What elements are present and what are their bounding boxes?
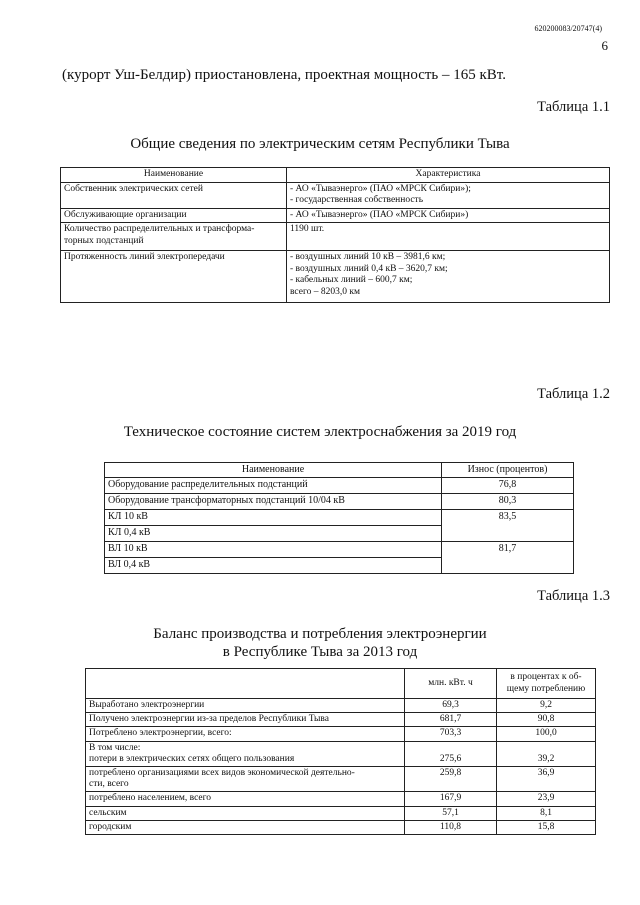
table-row <box>86 792 596 806</box>
row-name-cell: КЛ 0,4 кВ <box>105 526 442 542</box>
value-mln-kwh: 275,6 <box>405 741 497 766</box>
row-value-cell: 80,3 <box>442 494 574 510</box>
value-mln-kwh: 57,1 <box>405 806 497 820</box>
table-row <box>105 510 574 526</box>
cell-text: Обслуживающие организации <box>64 209 187 220</box>
intro-paragraph: (курорт Уш-Белдир) приостановлена, проектная мощность – 165 кВт. <box>62 67 506 83</box>
table-row <box>61 223 610 251</box>
cell-text: В том числе: <box>89 742 141 753</box>
value-mln-kwh: 703,3 <box>405 727 497 741</box>
energy-balance-table <box>85 668 596 835</box>
cell-text: потери в электрических сетях общего пользования <box>89 753 295 764</box>
cell-text: - кабельных линий – 600,7 км; <box>290 275 413 285</box>
row-name-cell <box>86 820 405 834</box>
row-name-cell: Оборудование распределительных подстанций <box>105 478 442 494</box>
column-header: Наименование <box>105 463 442 478</box>
row-name-cell <box>86 767 405 792</box>
row-name-cell <box>86 741 405 766</box>
row-name-cell <box>61 251 287 303</box>
cell-text: сти, всего <box>89 779 129 790</box>
table-row <box>105 494 574 510</box>
column-header: Износ (процентов) <box>442 463 574 478</box>
table-row <box>86 806 596 820</box>
value-percent: 23,9 <box>497 792 596 806</box>
column-header: Характеристика <box>287 168 610 183</box>
row-name-cell <box>61 223 287 251</box>
table-row <box>86 727 596 741</box>
table-row <box>61 182 610 208</box>
table-row <box>86 741 596 766</box>
table-header-row <box>61 168 610 183</box>
row-name-cell <box>86 713 405 727</box>
table3-title-line1: Баланс производства и потребления электроэнергии <box>153 626 487 642</box>
table1-title: Общие сведения по электрическим сетям Республики Тыва <box>130 136 510 152</box>
cell-text: Получено электроэнергии из-за пределов Республики Тыва <box>89 714 329 725</box>
table-row <box>86 699 596 713</box>
row-name-cell <box>86 806 405 820</box>
value-percent: 9,2 <box>497 699 596 713</box>
cell-text: - АО «Тываэнерго» (ПАО «МРСК Сибири»); <box>290 183 471 194</box>
cell-text: - воздушных линий 0,4 кВ – 3620,7 км; <box>290 263 448 274</box>
table2-label: Таблица 1.2 <box>537 386 610 402</box>
table3-title-line2: в Республике Тыва за 2013 год <box>222 644 418 660</box>
row-name-cell <box>86 699 405 713</box>
cell-text: сельским <box>89 807 127 818</box>
row-name-cell: Оборудование трансформаторных подстанций 10/04 кВ <box>105 494 442 510</box>
value-percent: 39,2 <box>497 741 596 766</box>
value-percent: 8,1 <box>497 806 596 820</box>
table2-title: Техническое состояние систем электроснабжения за 2019 год <box>123 424 517 440</box>
value-mln-kwh: 259,8 <box>405 767 497 792</box>
cell-text: городским <box>89 821 132 832</box>
cell-text: потреблено населением, всего <box>89 793 212 804</box>
row-value-cell: 83,5 <box>442 510 574 542</box>
cell-text: Количество распределительных и трансформа- <box>64 224 255 234</box>
row-value-cell <box>287 223 610 251</box>
cell-text: торных подстанций <box>64 235 144 246</box>
row-name-cell: КЛ 10 кВ <box>105 510 442 526</box>
table-header-row <box>105 463 574 478</box>
table-row <box>86 713 596 727</box>
value-percent: 90,8 <box>497 713 596 727</box>
value-mln-kwh: 69,3 <box>405 699 497 713</box>
row-value-cell <box>287 208 610 223</box>
column-header: млн. кВт. ч <box>405 669 497 699</box>
cell-text: - воздушных линий 10 кВ – 3981,6 км; <box>290 252 446 262</box>
row-value-cell <box>287 182 610 208</box>
row-name-cell <box>86 727 405 741</box>
cell-text: всего – 8203,0 км <box>290 286 361 297</box>
column-header <box>86 669 405 699</box>
cell-text: Выработано электроэнергии <box>89 700 205 710</box>
column-header: Наименование <box>61 168 287 183</box>
cell-text: Собственник электрических сетей <box>64 183 203 194</box>
value-mln-kwh: 167,9 <box>405 792 497 806</box>
table-row <box>61 208 610 223</box>
table3-title <box>0 625 640 661</box>
table3-label: Таблица 1.3 <box>537 588 610 604</box>
table-header-row <box>86 669 596 699</box>
cell-text: потреблено организациями всех видов экономической деятельно- <box>89 768 355 779</box>
value-percent: 100,0 <box>497 727 596 741</box>
cell-text: - АО «Тываэнерго» (ПАО «МРСК Сибири») <box>290 209 469 220</box>
table1-label: Таблица 1.1 <box>537 99 610 115</box>
column-header: в процентах к об- щему потреблению <box>497 669 596 699</box>
cell-text: Протяженность линий электропередачи <box>64 252 225 262</box>
value-percent: 15,8 <box>497 820 596 834</box>
document-code: 620200083/20747(4) <box>534 24 602 33</box>
cell-text: Потреблено электроэнергии, всего: <box>89 728 232 739</box>
row-value-cell: 76,8 <box>442 478 574 494</box>
value-mln-kwh: 681,7 <box>405 713 497 727</box>
table-row <box>105 478 574 494</box>
page-number: 6 <box>601 38 608 53</box>
row-value-cell: 81,7 <box>442 542 574 574</box>
row-name-cell <box>61 182 287 208</box>
row-name-cell: ВЛ 10 кВ <box>105 542 442 558</box>
row-name-cell: ВЛ 0,4 кВ <box>105 558 442 574</box>
table-row <box>61 251 610 303</box>
table-row <box>86 820 596 834</box>
table-row <box>105 542 574 558</box>
electric-networks-table <box>60 167 610 303</box>
row-name-cell <box>61 208 287 223</box>
table-row <box>86 767 596 792</box>
value-mln-kwh: 110,8 <box>405 820 497 834</box>
cell-text: 1190 шт. <box>290 224 325 234</box>
tech-condition-table <box>104 462 574 574</box>
row-value-cell <box>287 251 610 303</box>
row-name-cell <box>86 792 405 806</box>
value-percent: 36,9 <box>497 767 596 792</box>
cell-text: - государственная собственность <box>290 195 424 205</box>
